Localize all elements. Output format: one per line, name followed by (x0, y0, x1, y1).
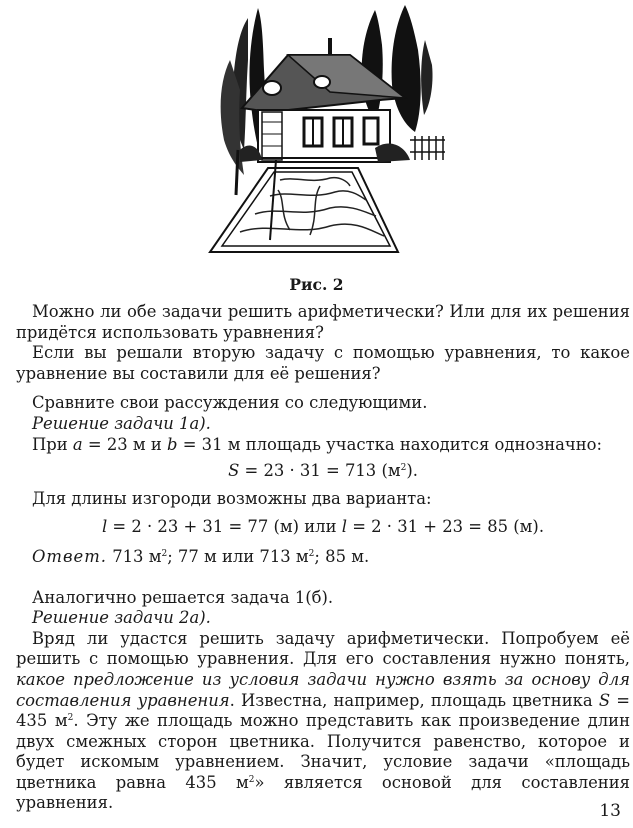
page-number: 13 (599, 801, 621, 821)
house-illustration (200, 0, 450, 262)
formula-fence: l = 2 · 23 + 31 = 77 (м) или l = 2 · 31 + 23 = 85 (м). (101, 517, 545, 537)
paragraph: Вряд ли удастся решить задачу арифметически. Попробуем её решить с помощью уравнения. Для его составления нужно понять, какое предложение из условия задачи нужно взять за основу для составления уравнения. Известна, например, площадь цветника S = 435 $м^2$. Эту же площадь можно представить как произведение длин двух смежных сторон цветника. Получится равенство, которое и будет искомым уравнением. Значит, условие задачи «площадь цветника равна 435 $м^2$» является основой для составления уравнения. (16, 628, 630, 813)
solution-heading-1a: Решение задачи 1а). (32, 413, 211, 433)
solution-heading-2a: Решение задачи 2а). (32, 608, 211, 628)
paragraph: Для длины изгороди возможны два варианта: (32, 488, 432, 508)
paragraph: Если вы решали вторую задачу с помощью уравнения, то какое уравнение вы составили для её решения? (16, 343, 630, 383)
answer: Ответ. 713 $м^2$; 77 м или 713 $м^2$; 85 м. (32, 546, 370, 566)
figure-caption: Рис. 2 (289, 275, 344, 294)
formula-area: S = 23 · 31 = 713 $(м^2)$. (228, 461, 418, 481)
house-with-trees-icon (200, 0, 450, 262)
paragraph: Аналогично решается задача 1(б). (32, 587, 334, 607)
paragraph: Можно ли обе задачи решить арифметически? Или для их решения придётся использовать уравнения? (16, 302, 630, 342)
body-text (16, 302, 630, 814)
paragraph: Сравните свои рассуждения со следующими. (32, 393, 428, 413)
paragraph: При a = 23 м и b = 31 м площадь участка находится однозначно: (32, 434, 603, 454)
